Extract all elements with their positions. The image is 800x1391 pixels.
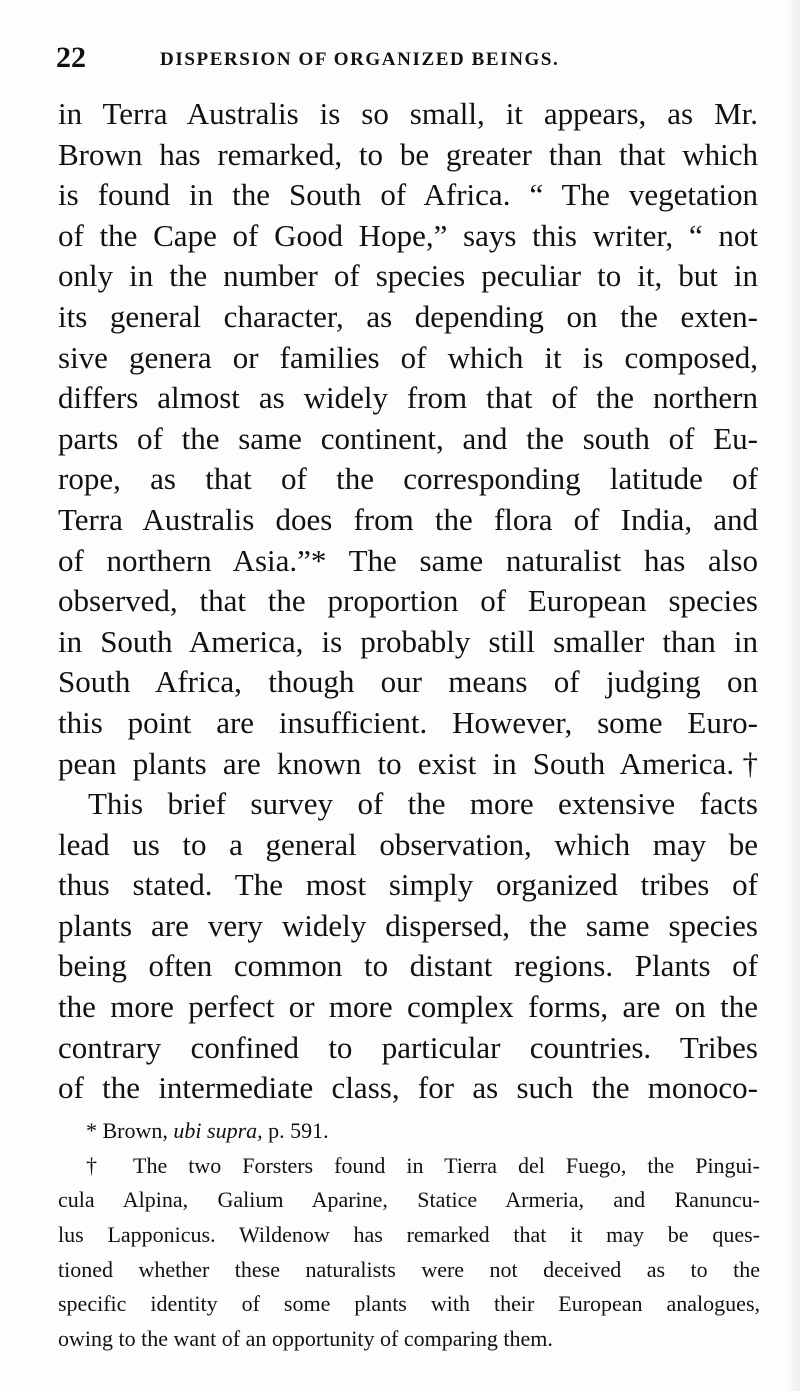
text-line: pean plants are known to exist in South America.† — [58, 745, 758, 781]
footnote-asterisk: * Brown, ubi supra, p. 591. — [86, 1118, 329, 1143]
text-line: South Africa, though our means of judging on — [58, 664, 758, 700]
text-line: sive genera or families of which it is composed, — [58, 339, 758, 375]
text-line: differs almost as widely from that of the northern — [58, 380, 758, 416]
text-line: of northern Asia.”* The same naturalist has also — [58, 542, 758, 578]
text-line: only in the number of species peculiar to it, but in — [58, 258, 758, 294]
text-line: Terra Australis does from the flora of India, and — [58, 501, 758, 537]
text-line: thus stated. The most simply organized tribes of — [58, 867, 758, 903]
text-line: its general character, as depending on the exten- — [58, 298, 758, 334]
text-line: Brown has remarked, to be greater than that which — [58, 136, 758, 172]
text-line: of the Cape of Good Hope,” says this writer, “ not — [58, 217, 758, 253]
footnote-line: owing to the want of an opportunity of comparing them. — [58, 1326, 553, 1352]
scan-edge-shadow — [786, 0, 800, 1391]
footnote-line: specific identity of some plants with their European analogues, — [58, 1291, 760, 1317]
footnote-dagger: † The two Forsters found in Tierra del Fuego, the Pingui- — [86, 1152, 760, 1178]
text-line: observed, that the proportion of European species — [58, 583, 758, 619]
text-line: the more perfect or more complex forms, are on the — [58, 989, 758, 1025]
footnote-line: tioned whether these naturalists were not deceived as to the — [58, 1256, 760, 1282]
text-line: plants are very widely dispersed, the same species — [58, 907, 758, 943]
footnote-line: cula Alpina, Galium Aparine, Statice Armeria, and Ranuncu- — [58, 1187, 760, 1213]
footnotes — [58, 1114, 760, 1357]
text-line: lead us to a general observation, which may be — [58, 826, 758, 862]
footnote-italic-text: ubi supra, — [173, 1118, 263, 1143]
text-line: of the intermediate class, for as such the monoco- — [58, 1070, 758, 1106]
page-header — [56, 40, 746, 76]
running-head: DISPERSION OF ORGANIZED BEINGS. — [160, 49, 560, 70]
text-line: in Terra Australis is so small, it appears, as Mr. — [58, 96, 758, 131]
text-line: in South America, is probably still smaller than in — [58, 623, 758, 659]
text-line: is found in the South of Africa. “ The vegetation — [58, 177, 758, 213]
text-line: parts of the same continent, and the south of Eu- — [58, 420, 758, 456]
text-line: rope, as that of the corresponding latitude of — [58, 461, 758, 497]
text-line: being often common to distant regions. Plants of — [58, 948, 758, 984]
text-line: contrary confined to particular countries. Tribes — [58, 1029, 758, 1065]
body-text — [58, 94, 758, 1109]
paragraph-start-line: This brief survey of the more extensive facts — [88, 786, 758, 822]
text-line: this point are insufficient. However, some Euro- — [58, 704, 758, 740]
page-number: 22 — [56, 41, 86, 74]
footnote-line: lus Lapponicus. Wildenow has remarked that it may be ques- — [58, 1222, 760, 1248]
